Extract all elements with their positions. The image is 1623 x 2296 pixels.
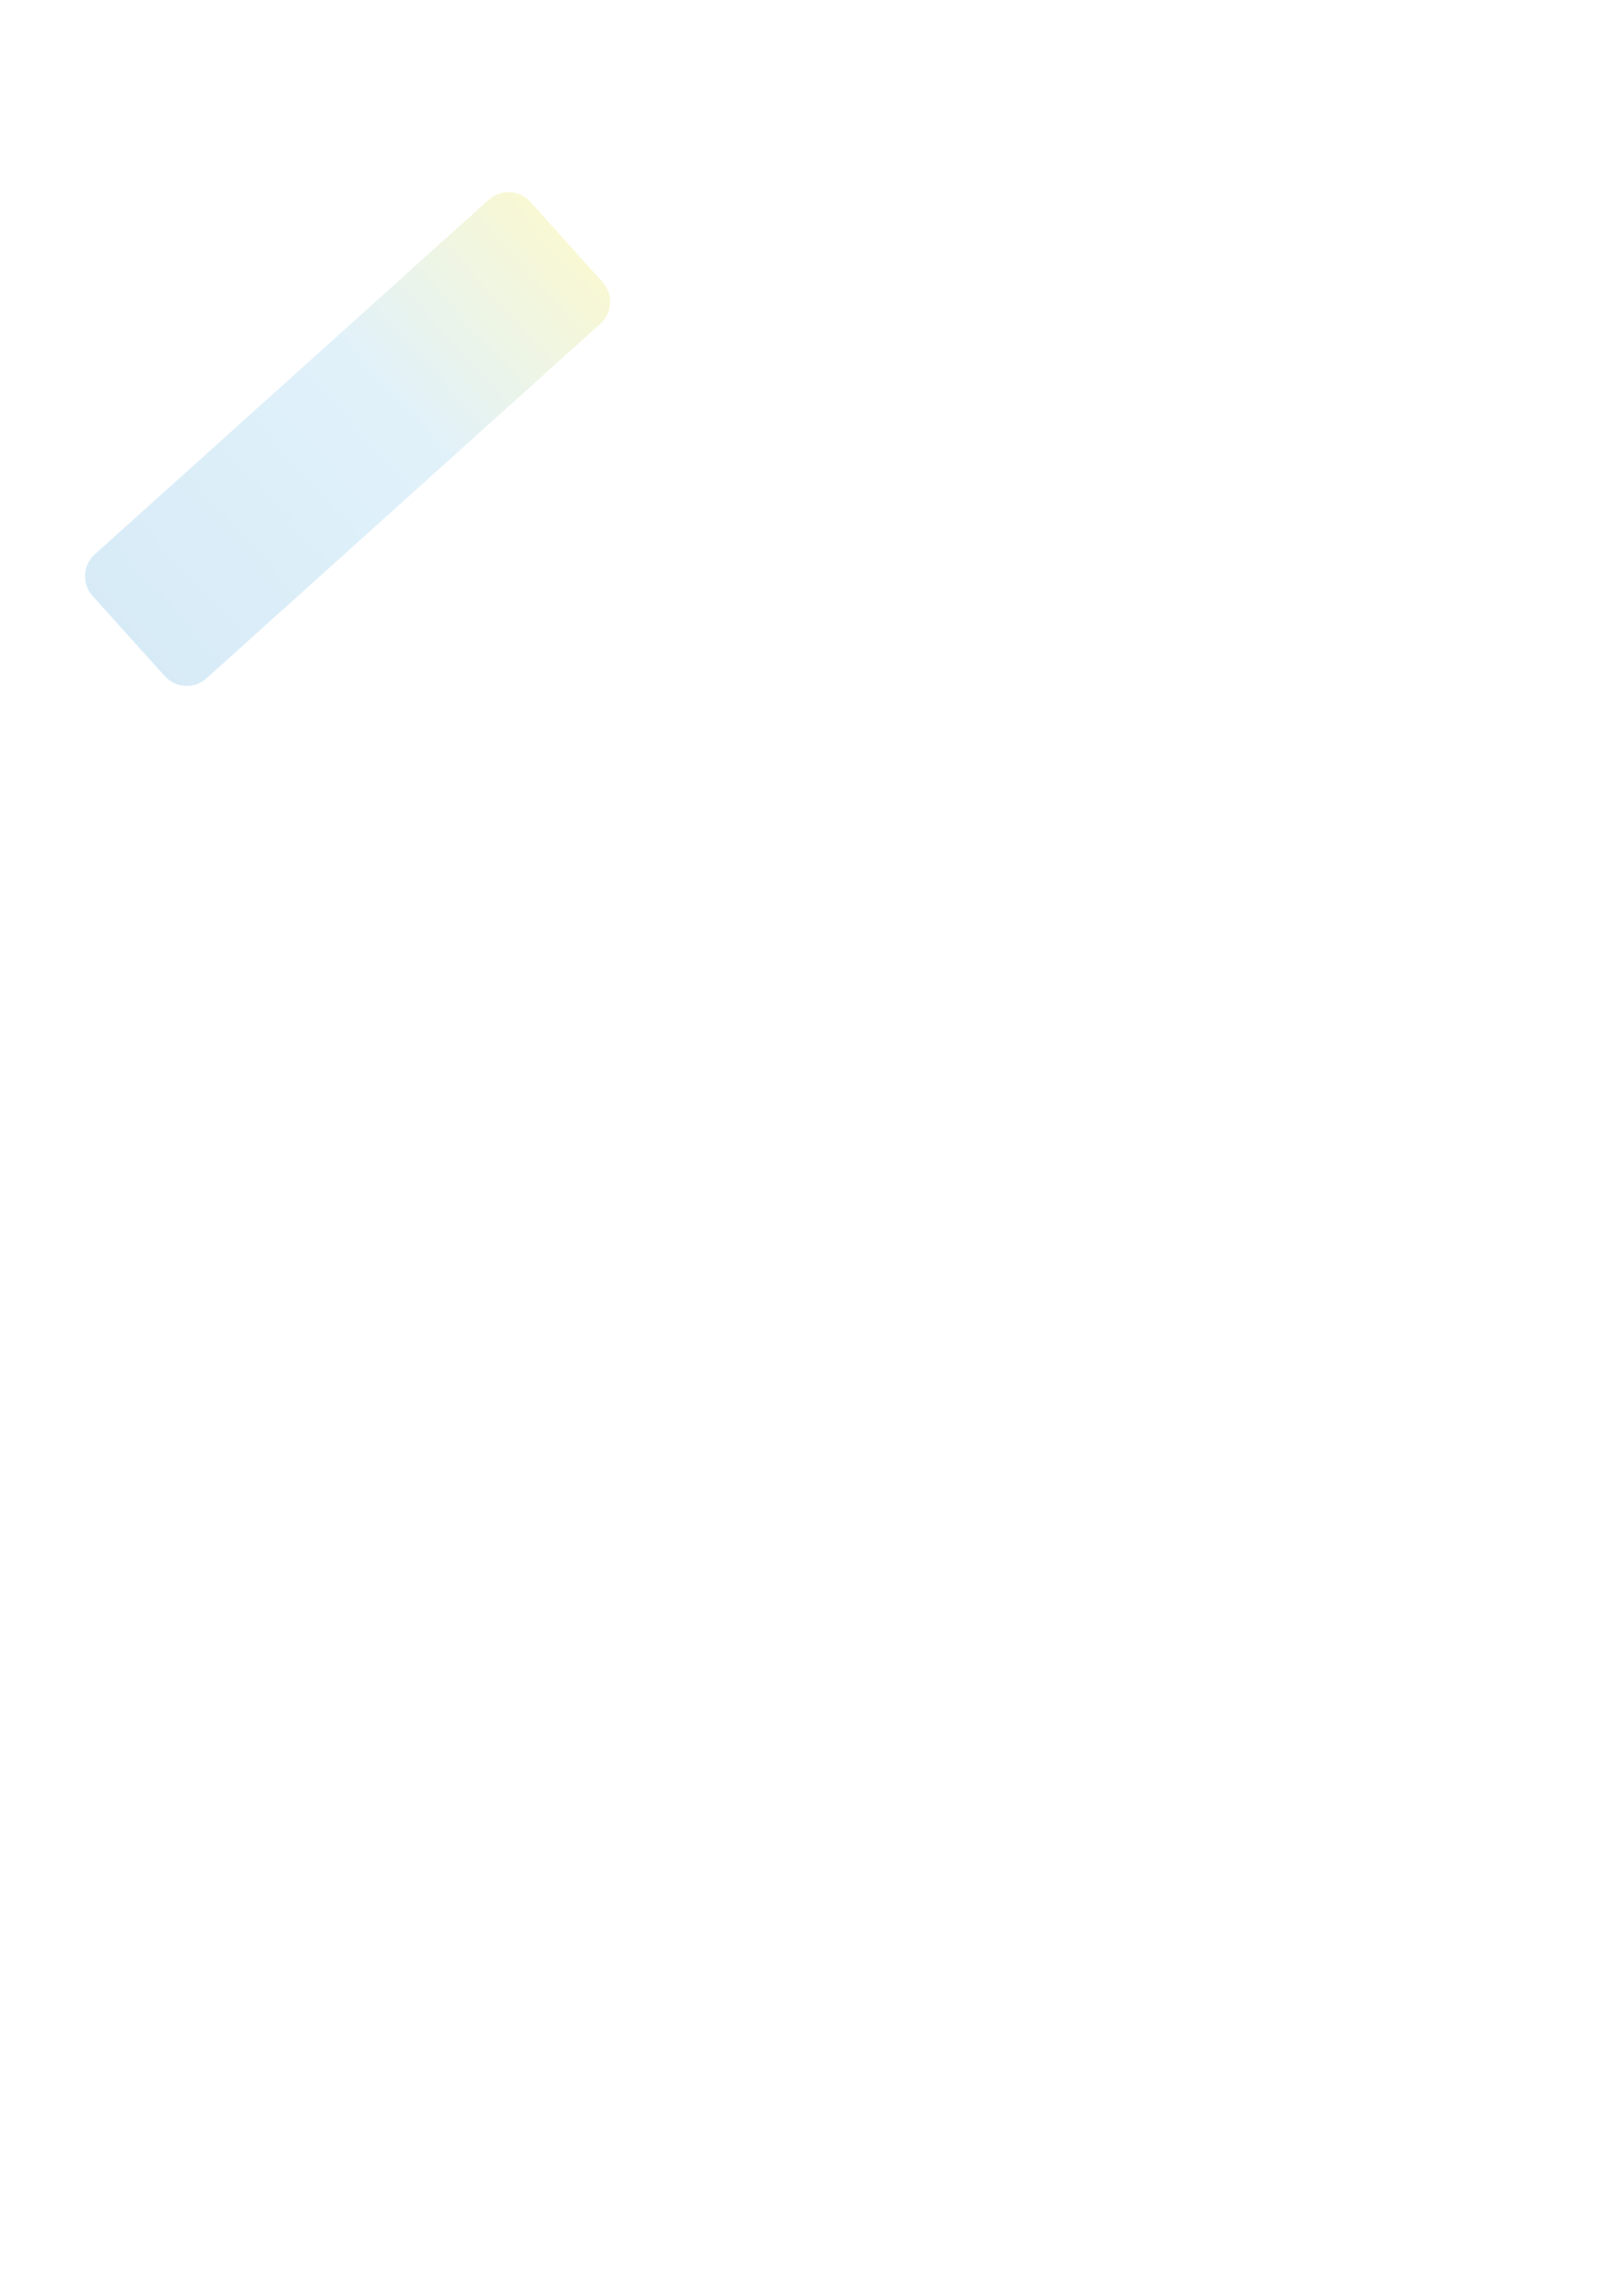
skuola-watermark-logo — [20, 59, 707, 903]
